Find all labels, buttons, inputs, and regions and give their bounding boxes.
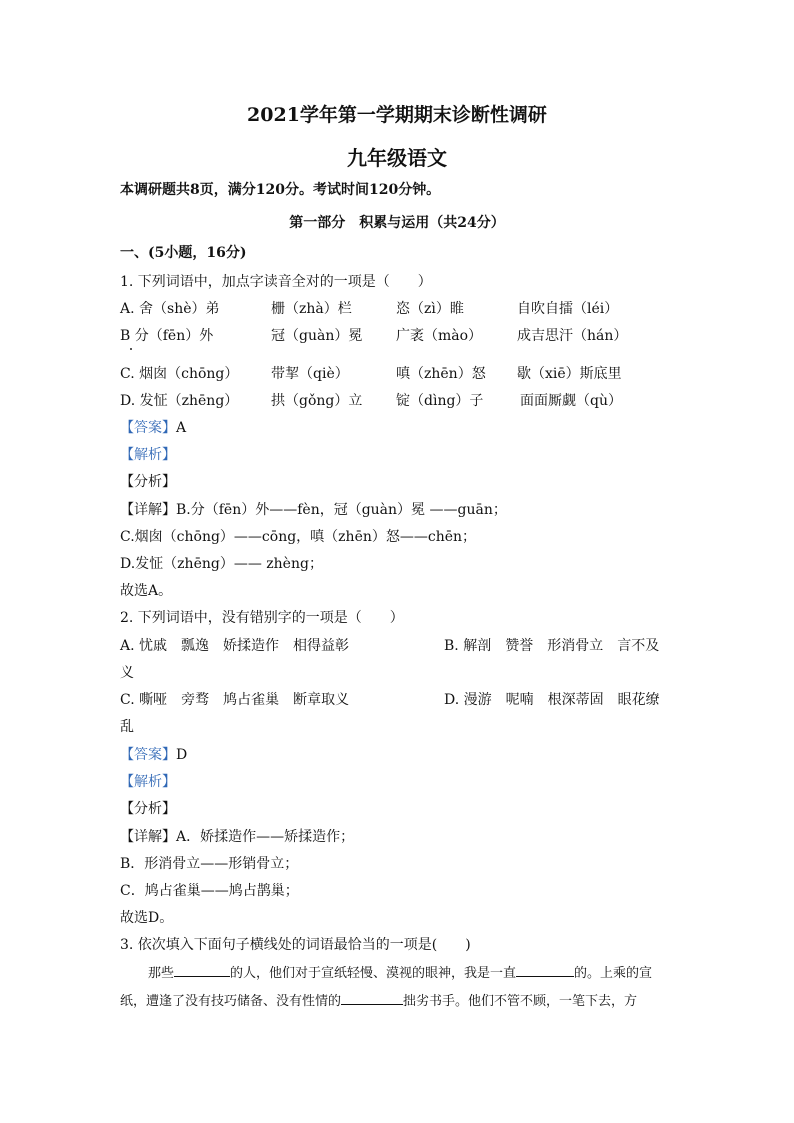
passage-text: 那些 bbox=[148, 966, 175, 981]
q2-detail-3: C．鸠占雀巢——鸠占鹊巢； bbox=[120, 883, 299, 899]
blank-2 bbox=[516, 962, 574, 977]
q2-fenxi: 【分析】 bbox=[120, 801, 176, 817]
q2-option-b: B. 解剖 赞誉 形消骨立 言不及 bbox=[444, 638, 660, 654]
answer-value: D bbox=[176, 747, 188, 763]
q2-answer bbox=[120, 746, 187, 764]
answer-tag: 【答案】 bbox=[120, 420, 176, 436]
blank-3 bbox=[341, 990, 403, 1005]
q2-option-c: C. 嘶哑 旁骛 鸠占雀巢 断章取义 bbox=[120, 692, 350, 708]
q1-detail-2: C.烟囱（chōng）——cōng，嗔（zhēn）怒——chēn； bbox=[120, 529, 477, 545]
q2-option-d-wrap: 乱 bbox=[120, 719, 134, 735]
q2-analysis-tag: 【解析】 bbox=[120, 774, 176, 790]
q1-option-d-1: D. 发怔（zhēng） bbox=[120, 393, 239, 409]
q1-option-a-1: A. 舍（shè）弟 bbox=[120, 301, 220, 317]
q1-option-d-2: 拱（gǒng）立 bbox=[271, 393, 363, 409]
exam-title: 2021学年第一学期期末诊断性调研 bbox=[247, 104, 547, 126]
q3-passage-line-1 bbox=[120, 960, 672, 988]
q2-option-d: D. 漫游 呢喃 根深蒂固 眼花缭 bbox=[444, 692, 660, 708]
q1-analysis-tag: 【解析】 bbox=[120, 447, 176, 463]
q1-option-b-3: 广袤（mào） bbox=[396, 328, 483, 344]
q1-option-d-3: 锭（dìng）子 bbox=[396, 393, 484, 409]
passage-text: 的人，他们对于宣纸轻慢、漠视的眼神，我是一直 bbox=[230, 966, 517, 981]
q1-option-c-2: 带挈（qiè） bbox=[271, 366, 349, 382]
section-heading: 一、(5小题，16分) bbox=[120, 245, 247, 261]
answer-tag: 【答案】 bbox=[120, 747, 176, 763]
q1-answer bbox=[120, 419, 186, 437]
q1-option-b-1: B 分（fēn）外 bbox=[120, 328, 214, 344]
q1-option-c-3: 嗔（zhēn）怒 bbox=[396, 366, 486, 382]
part-heading: 第一部分 积累与运用（共24分） bbox=[289, 215, 505, 231]
detail-text: B.分（fēn）外——fèn，冠（guàn）冕 ——guān； bbox=[176, 502, 507, 518]
q2-detail-2: B．形消骨立——形销骨立； bbox=[120, 856, 299, 872]
q3-passage-line-2 bbox=[120, 988, 672, 1016]
blank-1 bbox=[174, 962, 230, 977]
q2-stem: 2. 下列词语中，没有错别字的一项是（ ） bbox=[120, 610, 404, 626]
q2-option-a: A. 忧戚 瓢逸 娇揉造作 相得益彰 bbox=[120, 638, 350, 654]
q2-detail-1 bbox=[120, 828, 354, 846]
q1-option-b-2: 冠（guàn）冕 bbox=[271, 328, 363, 344]
q2-conclusion: 故选D。 bbox=[120, 910, 174, 926]
emphasis-dot bbox=[130, 348, 132, 350]
exam-info: 本调研题共8页，满分120分。考试时间120分钟。 bbox=[120, 182, 441, 198]
q1-option-c-4: 歇（xiē）斯底里 bbox=[517, 366, 622, 382]
q2-option-b-wrap: 义 bbox=[120, 665, 134, 681]
exam-subject: 九年级语文 bbox=[347, 146, 447, 170]
q1-option-a-2: 栅（zhà）栏 bbox=[271, 301, 352, 317]
detail-tag: 【详解】 bbox=[120, 502, 176, 518]
detail-tag: 【详解】 bbox=[120, 829, 176, 845]
q1-option-a-3: 恣（zì）睢 bbox=[396, 301, 464, 317]
detail-text: A．娇揉造作——矫揉造作； bbox=[176, 829, 355, 845]
q3-passage bbox=[120, 960, 672, 1016]
passage-text: 的。上乘的宣 bbox=[574, 966, 653, 981]
q1-option-b-4: 成吉思汗（hán） bbox=[517, 328, 628, 344]
passage-text: 纸，遭逢了没有技巧储备、没有性情的 bbox=[120, 994, 342, 1009]
answer-value: A bbox=[176, 420, 187, 436]
q1-conclusion: 故选A。 bbox=[120, 583, 173, 599]
q1-stem: 1. 下列词语中，加点字读音全对的一项是（ ） bbox=[120, 274, 432, 290]
q1-option-c-1: C. 烟囱（chōng） bbox=[120, 366, 239, 382]
q1-fenxi: 【分析】 bbox=[120, 474, 176, 490]
q1-option-d-4: 面面厮觑（qù） bbox=[520, 393, 622, 409]
q3-stem: 3. 依次填入下面句子横线处的词语最恰当的一项是( ) bbox=[120, 937, 471, 953]
q1-detail-1 bbox=[120, 501, 507, 519]
q1-detail-3: D.发怔（zhēng）—— zhèng； bbox=[120, 556, 323, 572]
passage-text: 拙劣书手。他们不管不顾，一笔下去，方 bbox=[403, 994, 638, 1009]
q1-option-a-4: 自吹自擂（léi） bbox=[517, 301, 619, 317]
